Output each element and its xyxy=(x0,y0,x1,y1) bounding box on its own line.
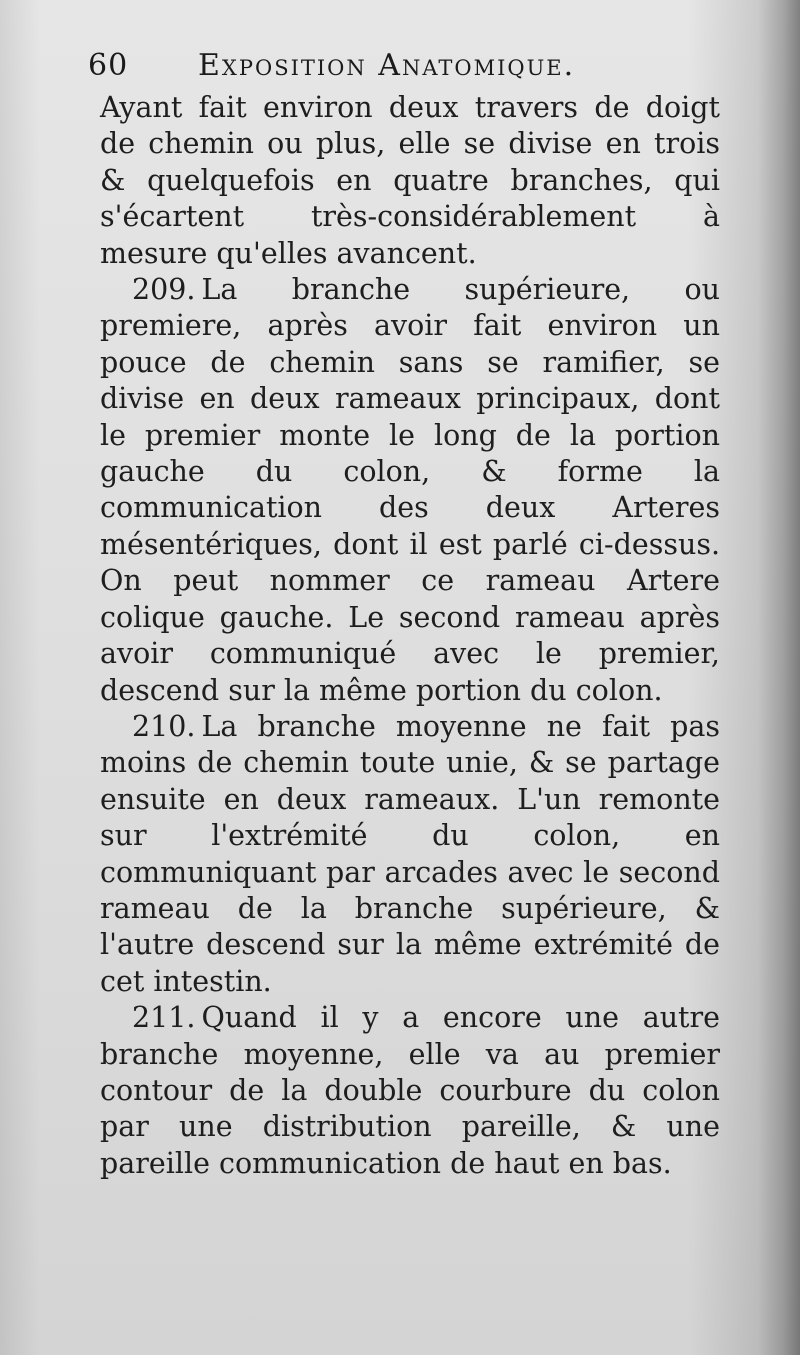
section-number: 209. xyxy=(132,273,196,307)
paragraph-209 xyxy=(100,272,720,709)
page-header xyxy=(88,44,728,90)
paragraph-text: Quand il y a encore une autre branche moyenne, elle va au premier contour de la double courbure du colon par une distribution pareille, & une pareille communication de haut en bas. xyxy=(100,1001,720,1180)
paragraph-text: Ayant fait environ deux travers de doigt de chemin ou plus, elle se divise en trois & quelquefois en quatre branches, qui s'écartent très-considérablement à mesure qu'elles avancent. xyxy=(100,91,720,270)
paragraph-text: La branche moyenne ne fait pas moins de chemin toute unie, & se partage ensuite en deux rameaux. L'un remonte sur l'extrémité du colon, en communiquant par arcades avec le second rameau de la branche supérieure, & l'autre descend sur la même extrémité de cet intestin. xyxy=(100,709,720,998)
section-number: 210. xyxy=(132,709,196,743)
body-text xyxy=(100,90,720,1182)
paragraph-210 xyxy=(100,709,720,1000)
paragraph-211 xyxy=(100,1000,720,1182)
paragraph-continuation xyxy=(100,90,720,272)
paragraph-text: La branche supérieure, ou premiere, après avoir fait environ un pouce de chemin sans se ramifier, se divise en deux rameaux principaux, dont le premier monte le long de la portion gauche du colon, & forme la communication des deux Arteres mésentériques, dont il est parlé ci-dessus. On peut nommer ce rameau Artere colique gauche. Le second rameau après avoir communiqué avec le premier, descend sur la même portion du colon. xyxy=(100,273,720,707)
running-title: Exposition Anatomique. xyxy=(198,48,576,83)
section-number: 211. xyxy=(132,1001,196,1035)
page-number: 60 xyxy=(88,48,129,83)
page-gutter-shadow xyxy=(758,0,800,1355)
